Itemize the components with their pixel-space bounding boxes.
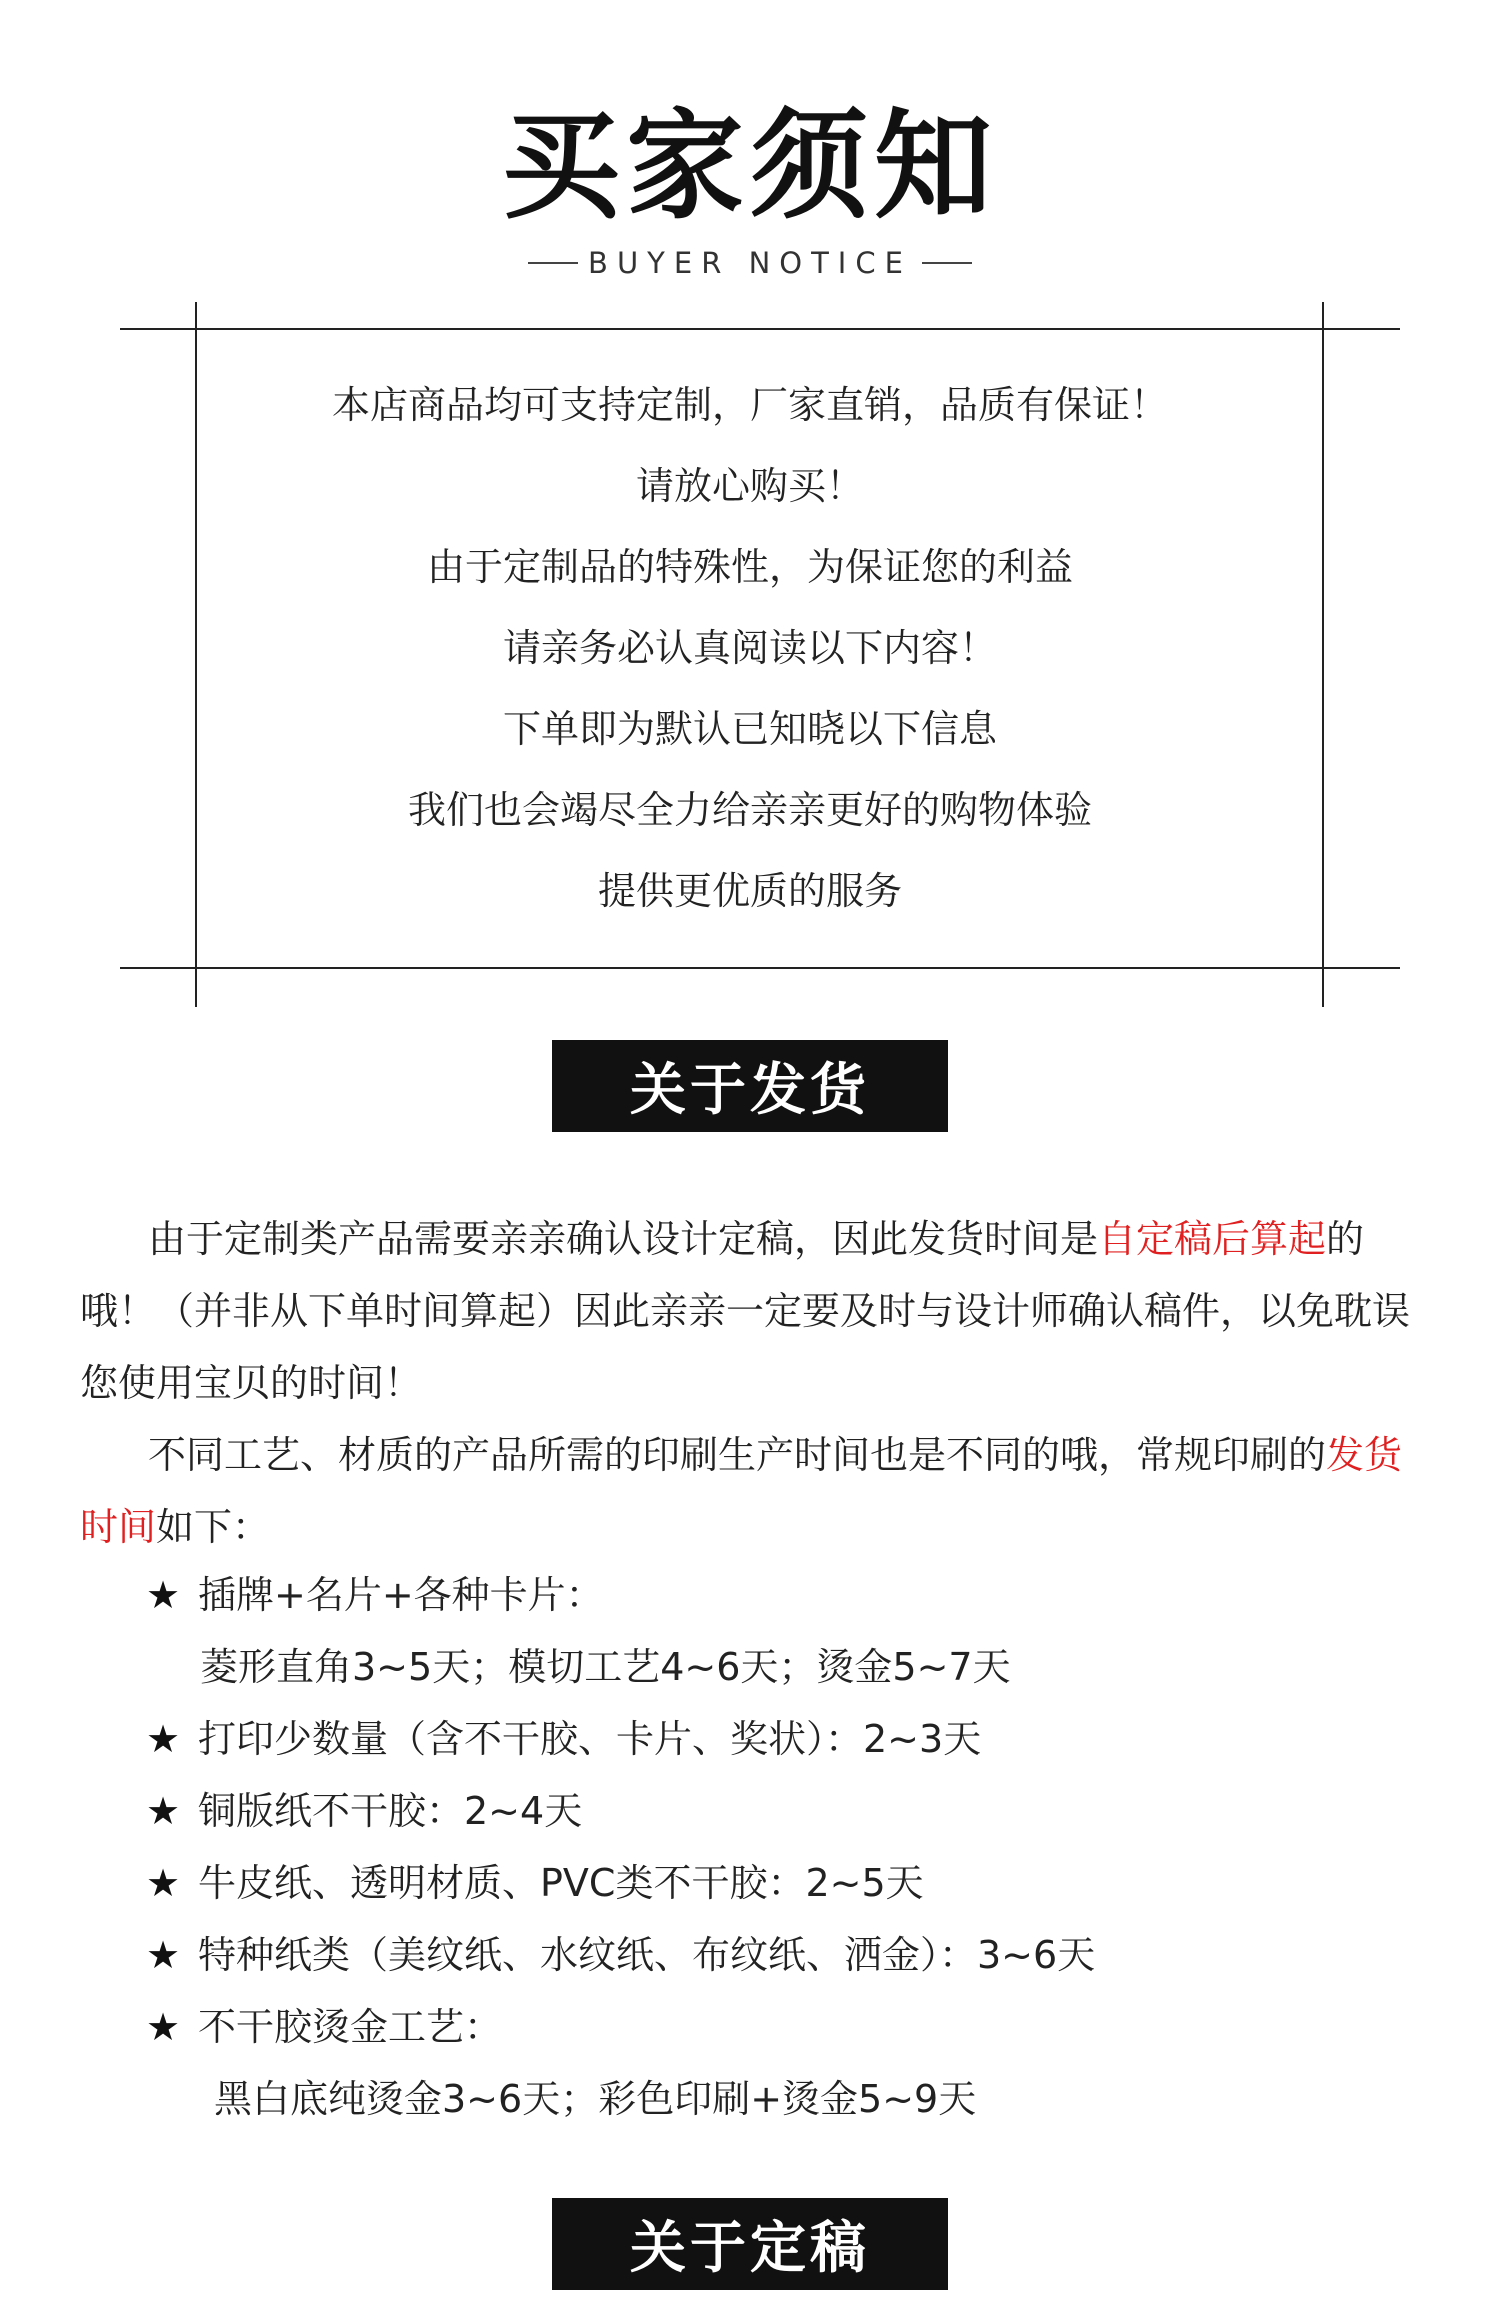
proof-section-banner: [552, 2198, 948, 2290]
list-item: [146, 1559, 1426, 1631]
star-icon: ★: [146, 1573, 181, 1617]
shipping-section-banner: [552, 1040, 948, 1132]
shipping-paragraph-2: [80, 1419, 1440, 1563]
list-item-label: 牛皮纸、透明材质、PVC类不干胶：2~5天: [198, 1861, 924, 1905]
star-icon: ★: [146, 1717, 181, 1761]
highlight-text: 自定稿后算起: [1098, 1217, 1327, 1261]
list-item: [146, 1847, 1426, 1919]
notice-line: 本店商品均可支持定制，厂家直销，品质有保证！: [331, 383, 1168, 427]
page-subtitle: BUYER NOTICE: [588, 246, 912, 280]
notice-line: 下单即为默认已知晓以下信息: [502, 707, 997, 751]
notice-line: 提供更优质的服务: [597, 869, 902, 913]
notice-line: 请放心购买！: [635, 464, 864, 508]
paragraph-text: 如下：: [156, 1505, 271, 1549]
notice-line: 由于定制品的特殊性，为保证您的利益: [426, 545, 1073, 589]
shipping-intro: [80, 1203, 1440, 1563]
star-icon: ★: [146, 1789, 181, 1833]
shipping-banner-title: 关于发货: [630, 1058, 870, 1123]
subtitle-rule-right: [922, 262, 972, 264]
list-item-label: 特种纸类（美纹纸、水纹纸、布纹纸、洒金）：3~6天: [198, 1933, 1096, 1977]
list-item-detail: 菱形直角3~5天；模切工艺4~6天；烫金5~7天: [200, 1645, 1011, 1689]
list-item-label: 不干胶烫金工艺：: [198, 2005, 503, 2049]
proof-banner-title: 关于定稿: [630, 2216, 870, 2281]
list-item-label: 插牌+名片+各种卡片：: [198, 1573, 604, 1617]
shipping-paragraph-1: [80, 1203, 1440, 1419]
highlight-text: 发货时间: [80, 1433, 1403, 1549]
list-item-label: 打印少数量（含不干胶、卡片、奖状）：2~3天: [198, 1717, 982, 1761]
list-item-detail: 黑白底纯烫金3~6天；彩色印刷+烫金5~9天: [214, 2077, 977, 2121]
notice-line: 请亲务必认真阅读以下内容！: [502, 626, 997, 670]
list-item: [146, 1703, 1426, 1775]
list-item: [146, 1775, 1426, 1847]
notice-line: 我们也会竭尽全力给亲亲更好的购物体验: [407, 788, 1092, 832]
star-icon: ★: [146, 2005, 181, 2049]
star-icon: ★: [146, 1861, 181, 1905]
notice-block: [0, 365, 1500, 932]
paragraph-text: 由于定制类产品需要亲亲确认设计定稿，因此发货时间是: [148, 1217, 1099, 1261]
notice-frame-top-line: [120, 328, 1400, 330]
paragraph-text: 的哦！（并非从下单时间算起）因此亲亲一定要及时与设计师确认稿件，以免耽误您使用宝贝的时间！: [80, 1217, 1411, 1405]
star-icon: ★: [146, 1933, 181, 1977]
list-item: [146, 1919, 1426, 1991]
page-title: 买家须知: [501, 97, 998, 235]
notice-frame-bottom-line: [120, 967, 1400, 969]
shipping-time-list: [146, 1559, 1426, 2135]
paragraph-text: 不同工艺、材质的产品所需的印刷生产时间也是不同的哦，常规印刷的: [148, 1433, 1327, 1477]
list-item: [146, 1991, 1426, 2063]
subtitle-row: [0, 238, 1500, 288]
list-item-label: 铜版纸不干胶：2~4天: [198, 1789, 583, 1833]
subtitle-rule-left: [528, 262, 578, 264]
